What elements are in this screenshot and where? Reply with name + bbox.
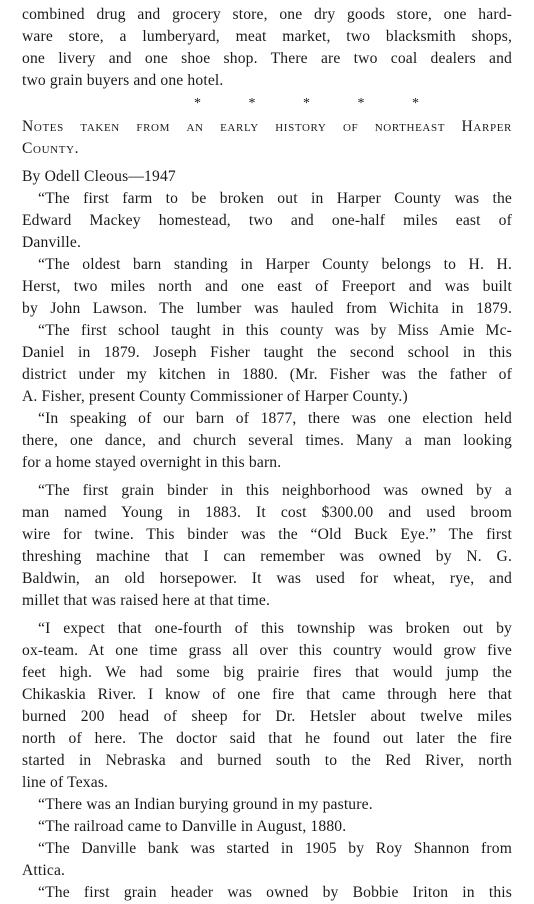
text-line: started in Nebraska and burned south to the Red River, north: [22, 752, 512, 769]
text-line: Danville.: [22, 234, 81, 251]
text-line: millet that was raised here at that time.: [22, 592, 271, 609]
text-line: threshing machine that I can remember was owned by N. G.: [22, 548, 512, 565]
section-heading: County.: [22, 140, 80, 157]
text-line: Attica.: [22, 862, 66, 879]
text-line: “The oldest barn standing in Harper County belongs to H. H.: [38, 256, 512, 273]
byline: By Odell Cleous—1947: [22, 168, 176, 185]
text-line: man named Young in 1883. It cost $300.00 and used broom: [22, 504, 512, 521]
text-line: Daniel in 1879. Joseph Fisher taught the second school in this: [22, 344, 512, 361]
text-line: one livery and one shoe shop. There are two coal dealers and: [22, 50, 512, 67]
text-line: “In speaking of our barn of 1877, there was one election held: [38, 410, 512, 427]
section-heading: Notes taken from an early history of northeast Harper: [22, 118, 512, 135]
text-line: feet high. We had some big prairie fires that would jump the: [22, 664, 512, 681]
text-line: combined drug and grocery store, one dry goods store, one hard-: [22, 6, 512, 23]
text-line: Herst, two miles north and one east of Freeport and was built: [22, 278, 512, 295]
text-line: Edward Mackey homestead, two and one-half miles east of: [22, 212, 512, 229]
text-line: there, one dance, and church several times. Many a man looking: [22, 432, 512, 449]
text-line: burned 200 head of sheep for Dr. Hetsler about twelve miles: [22, 708, 512, 725]
section-separator: * * * * *: [194, 96, 419, 111]
text-line: two grain buyers and one hotel.: [22, 72, 224, 89]
text-line: “There was an Indian burying ground in my pasture.: [38, 796, 373, 813]
text-line: for a home stayed overnight in this barn.: [22, 454, 282, 471]
text-line: ox-team. At one time grass all over this country would grow five: [22, 642, 512, 659]
text-line: “The railroad came to Danville in August, 1880.: [38, 818, 347, 835]
text-line: “The first grain binder in this neighborhood was owned by a: [38, 482, 512, 499]
text-line: A. Fisher, present County Commissioner of Harper County.): [22, 388, 408, 405]
text-line: by John Lawson. The lumber was hauled from Wichita in 1879.: [22, 300, 512, 317]
text-line: “The first farm to be broken out in Harper County was the: [38, 190, 512, 207]
text-line: district under my kitchen in 1880. (Mr. Fisher was the father of: [22, 366, 512, 383]
text-line: “The Danville bank was started in 1905 by Roy Shannon from: [38, 840, 512, 857]
text-line: “The first school taught in this county was by Miss Amie Mc-: [38, 322, 512, 339]
text-line: ware store, a lumberyard, meat market, two blacksmith shops,: [22, 28, 512, 45]
text-line: Baldwin, an old horsepower. It was used for wheat, rye, and: [22, 570, 512, 587]
text-line: “I expect that one-fourth of this township was broken out by: [38, 620, 512, 637]
text-line: “The first grain header was owned by Bobbie Iriton in this: [38, 884, 512, 901]
text-line: north of here. The doctor said that he found out later the fire: [22, 730, 512, 747]
text-line: Chikaskia River. I know of one fire that came through here that: [22, 686, 512, 703]
text-line: line of Texas.: [22, 774, 109, 791]
text-line: wire for twine. This binder was the “Old Buck Eye.” The first: [22, 526, 512, 543]
